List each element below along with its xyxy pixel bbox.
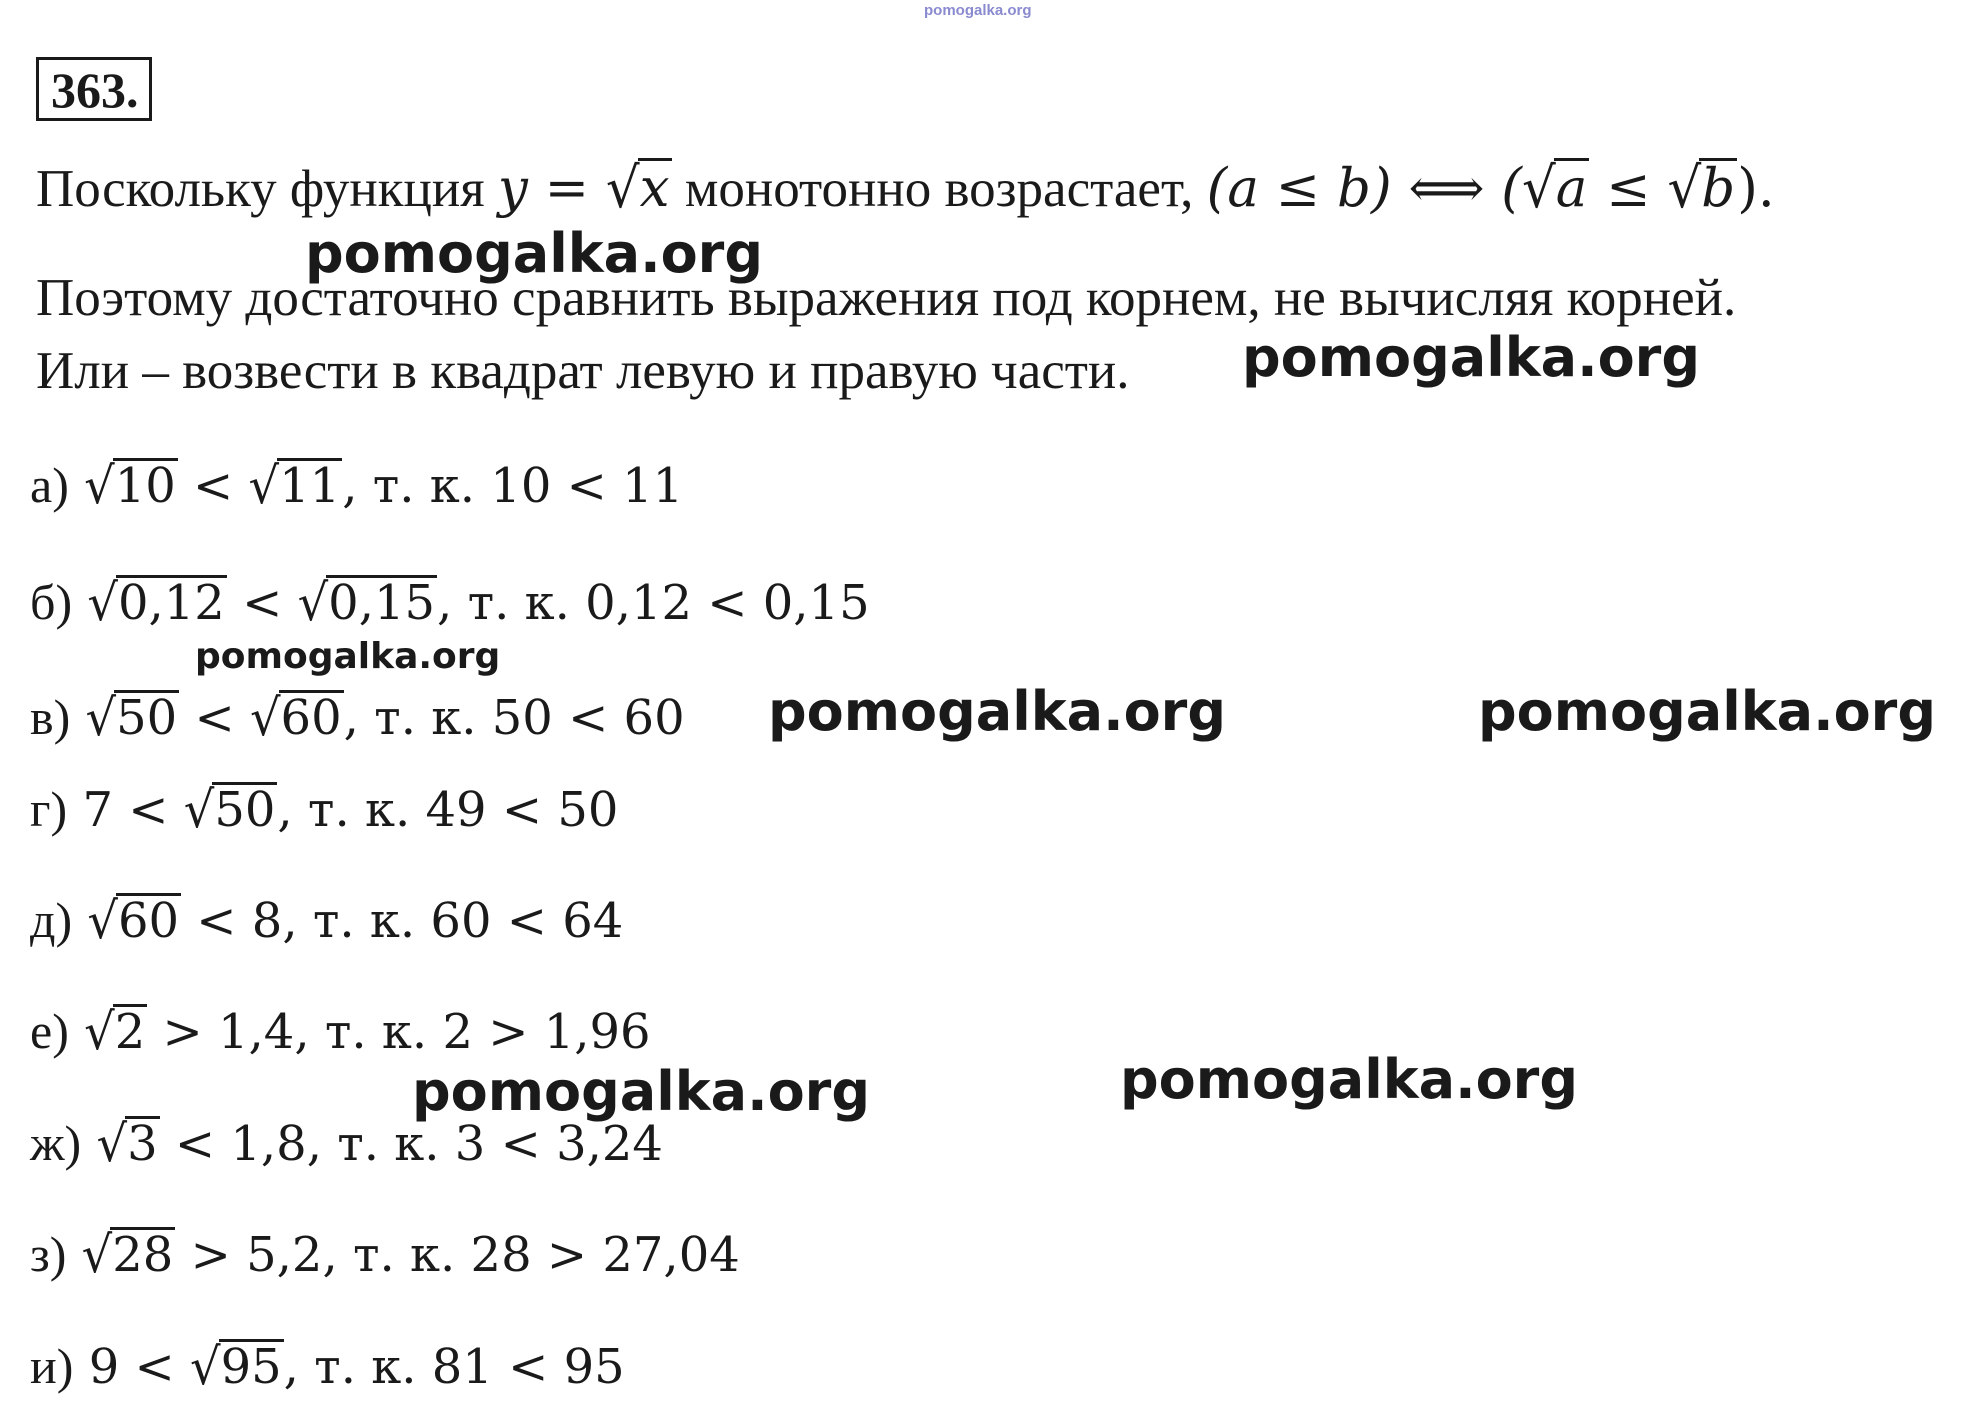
exercise-label: и): [30, 1338, 74, 1394]
exercise-label: е): [30, 1003, 69, 1059]
exercise-expression: [67, 782, 618, 838]
left-sqrt: √60: [87, 891, 180, 951]
exercise-expression: [73, 1339, 624, 1395]
intro-line-1: [36, 158, 1775, 219]
sqrt-a: √a: [1521, 156, 1588, 221]
exercise-label: ж): [30, 1115, 82, 1171]
watermark: pomogalka.org: [195, 636, 501, 677]
task-number: 363.: [36, 57, 152, 121]
right-value: 5,2: [246, 1227, 323, 1283]
exercise-label: б): [30, 574, 73, 630]
right-value: 8: [251, 893, 283, 949]
exercise-label: з): [30, 1226, 67, 1282]
exercise-row: [30, 455, 683, 516]
watermark: pomogalka.org: [1242, 326, 1700, 389]
right-sqrt: √60: [249, 688, 342, 748]
exercise-expression: [70, 690, 684, 746]
comparison-sign: <: [193, 458, 234, 514]
exercise-expression: [69, 1004, 651, 1060]
comparison-sign: <: [134, 1339, 175, 1395]
reason-text: , т. к. 10 < 11: [342, 458, 684, 514]
exercise-label: д): [30, 892, 73, 948]
right-sqrt: √0,15: [297, 573, 436, 633]
intro-line-3: Или – возвести в квадрат левую и правую части.: [36, 342, 1130, 400]
reason-text: , т. к. 3 < 3,24: [306, 1116, 663, 1172]
exercise-expression: [69, 458, 683, 514]
closing-paren: ).: [1737, 158, 1775, 219]
intro-text-mid: монотонно возрастает,: [684, 160, 1194, 218]
comparison-sign: >: [190, 1227, 231, 1283]
exercise-label: г): [30, 781, 68, 837]
left-value: 7: [82, 782, 113, 838]
reason-text: , т. к. 2 > 1,96: [294, 1004, 651, 1060]
right-sqrt: √11: [248, 456, 341, 516]
reason-text: , т. к. 49 < 50: [277, 782, 619, 838]
exercise-expression: [72, 575, 870, 631]
right-value: 1,8: [230, 1116, 307, 1172]
watermark: pomogalka.org: [305, 222, 763, 285]
exercise-expression: [66, 1227, 739, 1283]
intro-text-start: Поскольку функция: [36, 160, 485, 218]
exercise-label: в): [30, 689, 71, 745]
comparison-sign: <: [242, 575, 283, 631]
watermark: pomogalka.org: [412, 1060, 870, 1123]
reason-text: , т. к. 50 < 60: [343, 690, 685, 746]
reason-text: , т. к. 60 < 64: [282, 893, 624, 949]
reason-text: , т. к. 0,12 < 0,15: [437, 575, 870, 631]
comparison-sign: <: [174, 1116, 216, 1172]
site-watermark-top: pomogalka.org: [924, 2, 1032, 19]
exercise-row: [30, 1224, 740, 1285]
right-sqrt: √50: [183, 780, 276, 840]
exercise-row: [30, 687, 685, 748]
left-value: 9: [88, 1339, 120, 1395]
reason-text: , т. к. 81 < 95: [283, 1339, 625, 1395]
sqrt-b: √b: [1667, 156, 1736, 221]
comparison-sign: >: [162, 1004, 203, 1060]
left-sqrt: √3: [96, 1114, 158, 1174]
right-value: 1,4: [218, 1004, 295, 1060]
left-sqrt: √28: [81, 1225, 174, 1285]
exercise-row: [30, 1001, 651, 1062]
comparison-sign: <: [194, 690, 235, 746]
left-sqrt: √0,12: [87, 573, 225, 633]
comparison-sign: <: [128, 782, 169, 838]
exercise-row: [30, 890, 623, 951]
comparison-sign: <: [196, 893, 237, 949]
exercise-row: [30, 1336, 625, 1397]
le-sign: ≤: [1589, 158, 1668, 219]
sqrt-x: √x: [605, 156, 670, 221]
intro-line-2: Поэтому достаточно сравнить выражения под корнем, не вычисляя корней.: [36, 269, 1737, 327]
right-sqrt: √95: [189, 1337, 282, 1397]
watermark: pomogalka.org: [1120, 1048, 1578, 1111]
reason-text: , т. к. 28 > 27,04: [322, 1227, 740, 1283]
condition-expression: (a ≤ b) ⟺ (: [1206, 158, 1522, 219]
exercise-expression: [72, 893, 623, 949]
left-sqrt: √50: [85, 688, 178, 748]
left-sqrt: √10: [84, 456, 176, 516]
watermark: pomogalka.org: [1478, 680, 1936, 743]
exercise-expression: [81, 1116, 663, 1172]
watermark: pomogalka.org: [768, 680, 1226, 743]
function-expression: y =: [497, 158, 606, 219]
exercise-row: [30, 779, 618, 840]
exercise-row: [30, 572, 870, 633]
left-sqrt: √2: [84, 1002, 146, 1062]
exercise-label: а): [30, 457, 69, 513]
